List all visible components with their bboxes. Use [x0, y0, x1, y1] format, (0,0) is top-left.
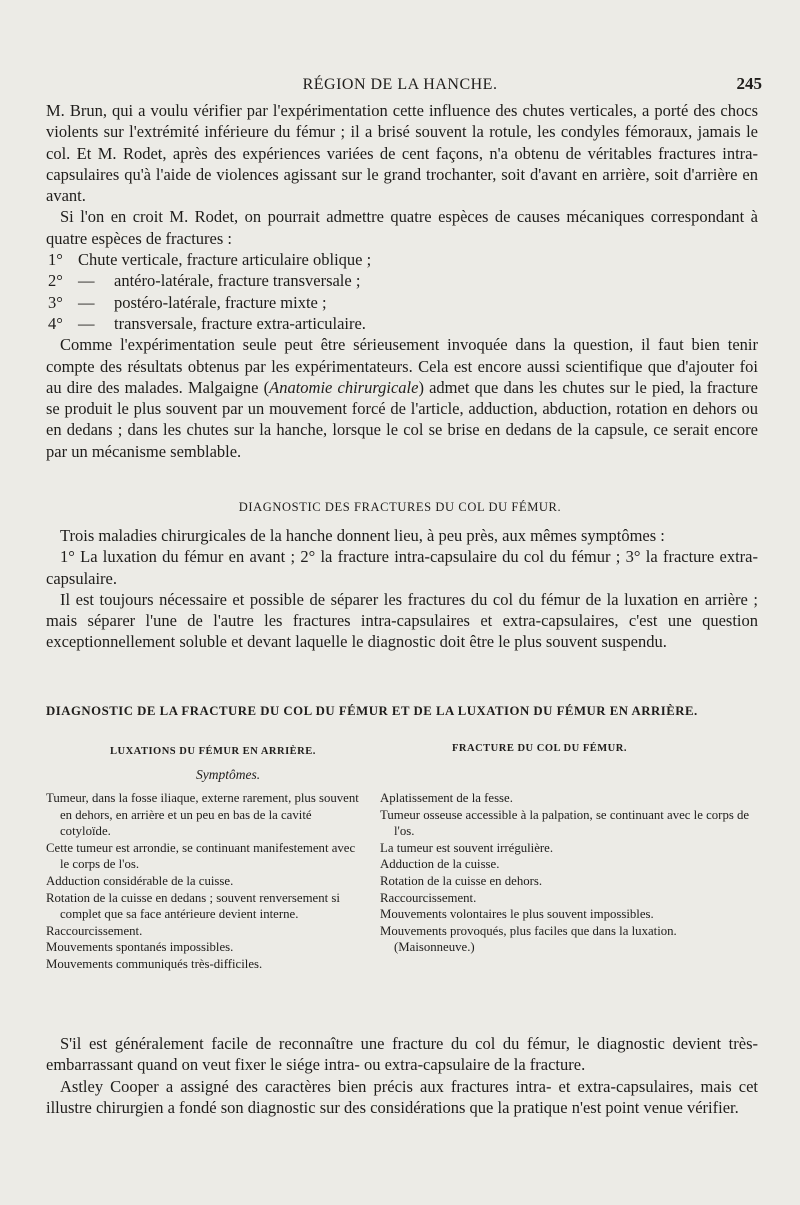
- closing-paragraph-2: Astley Cooper a assigné des caractères bien précis aux fractures intra- et extra-capsulaires, mais cet illustre chirurgien a fondé son diagnostic sur des considérations que la pratique n'est point venue vérifier.: [46, 1076, 758, 1117]
- section-title-diagnostic: DIAGNOSTIC DES FRACTURES DU COL DU FÉMUR.: [238, 500, 562, 514]
- list-item: Adduction de la cuisse.: [380, 857, 500, 872]
- page-number: 245: [736, 74, 762, 93]
- list-item: Cette tumeur est arrondie, se continuant manifestement avec le corps de l'os.: [46, 840, 356, 872]
- list-item: [46, 270, 758, 291]
- diagnostic-paragraph-2: 1° La luxation du fémur en avant ; 2° la fracture intra-capsulaire du col du fémur ; 3° la fracture extra-capsulaire.: [46, 547, 758, 588]
- list-item: Mouvements spontanés impossibles.: [46, 940, 234, 955]
- list-text: antéro-latérale, fracture transversale ;: [114, 271, 361, 291]
- list-item: La tumeur est souvent irrégulière.: [380, 840, 554, 855]
- list-item: Raccourcissement.: [46, 923, 143, 938]
- list-item: Rotation de la cuisse en dedans ; souvent renversement si complet que sa face antérieure devient interne.: [46, 890, 340, 922]
- list-text: postéro-latérale, fracture mixte ;: [114, 292, 327, 312]
- closing-paragraph-1: S'il est généralement facile de reconnaître une fracture du col du fémur, le diagnostic devient très-embarrassant quand on veut fixer le siége intra- ou extra-capsulaire de la fracture.: [46, 1034, 758, 1075]
- intro-paragraph-1: M. Brun, qui a voulu vérifier par l'expérimentation cette influence des chutes verticales, a porté des chocs violents sur l'extrémité inférieure du fémur ; il a brisé souvent la rotule, les condyles fémoraux, jamais le col. Et M. Rodet, après des expériences variées de cent façons, n'a obtenu de véritables fractures intra-capsulaires qu'à l'aide de violences agissant sur le grand trochanter, soit d'avant en arrière, soit d'arrière en avant.: [46, 101, 758, 206]
- list-item: [46, 313, 758, 334]
- diagnostic-paragraph-3: Il est toujours nécessaire et possible de séparer les fractures du col du fémur de la luxation en arrière ; mais séparer l'une de l'autre les fractures intra-capsulaires et extra-capsulaires, c'est une question exceptionnellement soluble et devant laquelle le diagnostic doit être le plus souvent suspendu.: [46, 589, 758, 652]
- list-item: [46, 292, 758, 313]
- book-title-italic: Anatomie chirurgicale: [269, 377, 419, 397]
- list-number: 4°: [48, 313, 63, 333]
- intro-paragraph-2: Si l'on en croit M. Rodet, on pourrait admettre quatre espèces de causes mécaniques correspondant à quatre espèces de fractures :: [46, 207, 758, 248]
- para3-end: ) admet que dans les chutes sur le pied, la fracture se produit le plus souvent par un mouvement forcé de l'article, adduction, abduction, rotation en dehors ou en dedans ; dans les chutes sur la hanche, lorsque le col se brise en dedans de la capsule, ce serait encore par un mécanisme semblable.: [46, 377, 758, 461]
- list-item: Tumeur osseuse accessible à la palpation, se continuant avec le corps de l'os.: [380, 807, 750, 839]
- list-item: Mouvements provoqués, plus faciles que dans la luxation. (Maisonneuve.): [380, 923, 677, 955]
- list-item: Rotation de la cuisse en dehors.: [380, 873, 543, 888]
- list-text: Chute verticale, fracture articulaire oblique ;: [78, 250, 372, 270]
- list-item: Adduction considérable de la cuisse.: [46, 873, 234, 888]
- list-number: 2°: [48, 271, 63, 291]
- list-dash: —: [78, 313, 95, 333]
- diagnostic-section: [46, 525, 758, 653]
- comparison-title: DIAGNOSTIC DE LA FRACTURE DU COL DU FÉMUR ET DE LA LUXATION DU FÉMUR EN ARRIÈRE.: [46, 704, 698, 718]
- running-head: [0, 76, 800, 98]
- para3-start: Comme l'expérimentation seule peut être sérieusement invoquée dans la question, il faut bien tenir compte des résultats obtenus par les expérimentateurs. Cela est encore aussi scientifique que d'ajouter foi au dire des malades. Malgaigne (: [46, 335, 758, 397]
- list-item: Tumeur, dans la fosse iliaque, externe rarement, plus souvent en dehors, en arrière et un peu en bas de la cavité cotyloïde.: [46, 791, 359, 839]
- intro-section: [46, 100, 758, 462]
- diagnostic-paragraph-1: Trois maladies chirurgicales de la hanche donnent lieu, à peu près, aux mêmes symptômes :: [60, 526, 665, 545]
- list-item: Aplatissement de la fesse.: [380, 791, 513, 805]
- list-number: 3°: [48, 292, 63, 312]
- intro-paragraph-3: [46, 334, 758, 462]
- list-number: 1°: [48, 250, 63, 270]
- fracture-list: [46, 249, 758, 334]
- list-text: transversale, fracture extra-articulaire.: [114, 313, 366, 333]
- right-column-heading: FRACTURE DU COL DU FÉMUR.: [452, 743, 627, 754]
- running-title: RÉGION DE LA HANCHE.: [302, 76, 498, 93]
- luxation-symptoms-column: [46, 790, 364, 973]
- list-dash: —: [78, 292, 95, 312]
- list-dash: —: [78, 271, 95, 291]
- symptoms-label: Symptômes.: [196, 767, 261, 782]
- list-item: Mouvements communiqués très-difficiles.: [46, 956, 263, 971]
- list-item: Mouvements volontaires le plus souvent impossibles.: [380, 907, 654, 922]
- fracture-symptoms-column: [380, 790, 758, 956]
- list-item: Raccourcissement.: [380, 890, 477, 905]
- left-column-heading: LUXATIONS DU FÉMUR EN ARRIÈRE.: [110, 746, 316, 757]
- closing-section: [46, 1033, 758, 1118]
- list-item: [46, 249, 758, 270]
